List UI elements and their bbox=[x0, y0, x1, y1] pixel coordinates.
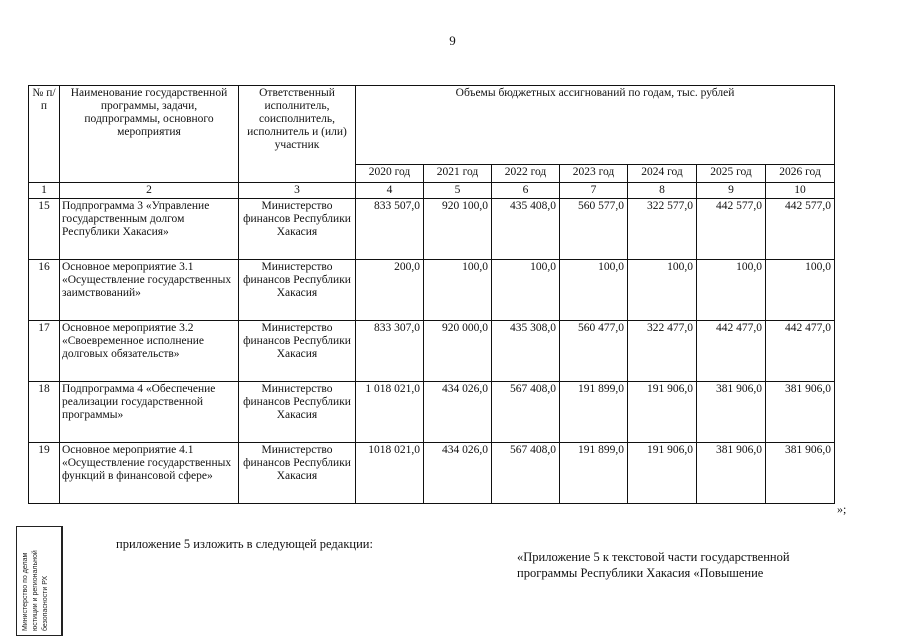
header-executor: Ответственный исполнитель, соисполнитель, исполнитель и (или) участник bbox=[239, 86, 356, 183]
row-value-2025: 100,0 bbox=[697, 260, 766, 321]
row-value-2022: 567 408,0 bbox=[492, 443, 560, 504]
header-budget: Объемы бюджетных ассигнований по годам, тыс. рублей bbox=[356, 86, 835, 165]
row-value-2021: 434 026,0 bbox=[424, 443, 492, 504]
table-row bbox=[29, 321, 835, 382]
column-number: 2 bbox=[60, 183, 239, 199]
table-row bbox=[29, 199, 835, 260]
row-value-2021: 434 026,0 bbox=[424, 382, 492, 443]
row-value-2022: 435 308,0 bbox=[492, 321, 560, 382]
row-value-2025: 381 906,0 bbox=[697, 382, 766, 443]
row-number: 16 bbox=[29, 260, 60, 321]
table-row bbox=[29, 443, 835, 504]
row-value-2026: 100,0 bbox=[766, 260, 835, 321]
year-header: 2026 год bbox=[766, 165, 835, 183]
year-header: 2020 год bbox=[356, 165, 424, 183]
row-value-2024: 191 906,0 bbox=[628, 443, 697, 504]
column-number: 4 bbox=[356, 183, 424, 199]
row-value-2025: 442 477,0 bbox=[697, 321, 766, 382]
column-number: 3 bbox=[239, 183, 356, 199]
instruction-text: приложение 5 изложить в следующей редакции: bbox=[116, 537, 373, 551]
row-value-2024: 100,0 bbox=[628, 260, 697, 321]
column-number: 5 bbox=[424, 183, 492, 199]
row-value-2022: 435 408,0 bbox=[492, 199, 560, 260]
row-value-2026: 381 906,0 bbox=[766, 443, 835, 504]
table-row bbox=[29, 382, 835, 443]
row-value-2020: 833 507,0 bbox=[356, 199, 424, 260]
row-number: 18 bbox=[29, 382, 60, 443]
row-value-2020: 200,0 bbox=[356, 260, 424, 321]
row-number: 15 bbox=[29, 199, 60, 260]
row-name: Подпрограмма 3 «Управление государственным долгом Республики Хакасия» bbox=[60, 199, 239, 260]
year-header: 2022 год bbox=[492, 165, 560, 183]
row-name: Подпрограмма 4 «Обеспечение реализации государственной программы» bbox=[60, 382, 239, 443]
row-value-2026: 442 477,0 bbox=[766, 321, 835, 382]
row-executor: Министерство финансов Республики Хакасия bbox=[239, 199, 356, 260]
row-value-2022: 100,0 bbox=[492, 260, 560, 321]
row-value-2026: 381 906,0 bbox=[766, 382, 835, 443]
row-number: 17 bbox=[29, 321, 60, 382]
year-header: 2021 год bbox=[424, 165, 492, 183]
page-number: 9 bbox=[449, 33, 456, 48]
row-name: Основное мероприятие 3.1 «Осуществление государственных заимствований» bbox=[60, 260, 239, 321]
row-value-2024: 322 477,0 bbox=[628, 321, 697, 382]
row-value-2023: 560 477,0 bbox=[560, 321, 628, 382]
year-header: 2023 год bbox=[560, 165, 628, 183]
column-number: 6 bbox=[492, 183, 560, 199]
row-number: 19 bbox=[29, 443, 60, 504]
row-value-2025: 381 906,0 bbox=[697, 443, 766, 504]
column-number: 9 bbox=[697, 183, 766, 199]
row-value-2025: 442 577,0 bbox=[697, 199, 766, 260]
row-executor: Министерство финансов Республики Хакасия bbox=[239, 382, 356, 443]
row-value-2022: 567 408,0 bbox=[492, 382, 560, 443]
row-value-2023: 191 899,0 bbox=[560, 443, 628, 504]
row-value-2024: 191 906,0 bbox=[628, 382, 697, 443]
closing-mark: »; bbox=[837, 502, 847, 516]
column-number: 7 bbox=[560, 183, 628, 199]
header-name: Наименование государственной программы, задачи, подпрограммы, основного мероприятия bbox=[60, 86, 239, 183]
registration-stamp bbox=[16, 526, 63, 636]
row-value-2020: 1018 021,0 bbox=[356, 443, 424, 504]
year-header: 2024 год bbox=[628, 165, 697, 183]
header-num: № п/п bbox=[29, 86, 60, 183]
row-executor: Министерство финансов Республики Хакасия bbox=[239, 443, 356, 504]
stamp-text: Министерство по делам юстиции и региональной безопасности РХ bbox=[22, 550, 49, 631]
column-number: 8 bbox=[628, 183, 697, 199]
budget-table bbox=[28, 85, 835, 504]
annex-heading: «Приложение 5 к текстовой части государственной программы Республики Хакасия «Повышение bbox=[517, 550, 790, 580]
row-value-2020: 833 307,0 bbox=[356, 321, 424, 382]
table-row bbox=[29, 260, 835, 321]
row-name: Основное мероприятие 4.1 «Осуществление государственных функций в финансовой сфере» bbox=[60, 443, 239, 504]
column-number: 10 bbox=[766, 183, 835, 199]
row-executor: Министерство финансов Республики Хакасия bbox=[239, 260, 356, 321]
row-name: Основное мероприятие 3.2 «Своевременное исполнение долговых обязательств» bbox=[60, 321, 239, 382]
row-value-2020: 1 018 021,0 bbox=[356, 382, 424, 443]
row-value-2023: 560 577,0 bbox=[560, 199, 628, 260]
row-value-2021: 920 000,0 bbox=[424, 321, 492, 382]
row-value-2023: 191 899,0 bbox=[560, 382, 628, 443]
row-value-2023: 100,0 bbox=[560, 260, 628, 321]
row-executor: Министерство финансов Республики Хакасия bbox=[239, 321, 356, 382]
row-value-2021: 920 100,0 bbox=[424, 199, 492, 260]
row-value-2024: 322 577,0 bbox=[628, 199, 697, 260]
year-header: 2025 год bbox=[697, 165, 766, 183]
row-value-2026: 442 577,0 bbox=[766, 199, 835, 260]
row-value-2021: 100,0 bbox=[424, 260, 492, 321]
column-number: 1 bbox=[29, 183, 60, 199]
